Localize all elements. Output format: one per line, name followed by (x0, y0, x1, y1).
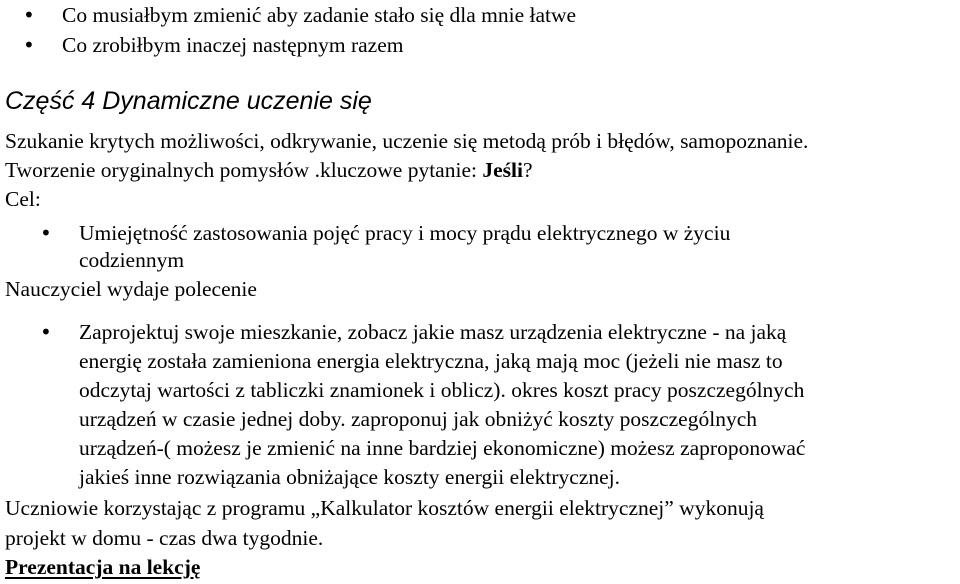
students-line-1: Uczniowie korzystając z programu „Kalkulator kosztów energii elektrycznej” wykonują (5, 496, 764, 520)
bullet-icon: • (23, 33, 35, 57)
top-bullet-2: Co zrobiłbym inaczej następnym razem (62, 33, 404, 57)
task-line-3: odczytaj wartości z tabliczki znamionek i oblicz). okres koszt pracy poszczególnych (79, 378, 805, 402)
task-line-5: urządzeń-( możesz je zmienić na inne bardziej ekonomiczne) możesz zaproponować (79, 436, 806, 460)
bullet-icon: • (23, 3, 35, 27)
goal-label: Cel: (5, 187, 41, 211)
key-question-word: Jeśli (482, 158, 523, 182)
task-line-1: Zaprojektuj swoje mieszkanie, zobacz jakie masz urządzenia elektryczne - na jaką (79, 320, 787, 344)
bullet-icon: • (40, 221, 52, 245)
intro-line-2 (5, 157, 533, 183)
question-mark: ? (522, 158, 533, 182)
task-line-6: jakieś inne rozwiązania obniżające koszty energii elektrycznej. (79, 465, 621, 489)
goal-line-2: codziennym (79, 248, 185, 272)
intro-line-1: Szukanie krytych możliwości, odkrywanie, uczenie się metodą prób i błędów, samopoznanie. (5, 129, 809, 153)
goal-line-1: Umiejętność zastosowania pojęć pracy i mocy prądu elektrycznego w życiu (79, 221, 731, 245)
students-line-2: projekt w domu - czas dwa tygodnie. (5, 526, 324, 550)
intro-line-2-text: Tworzenie oryginalnych pomysłów .kluczowe pytanie: (5, 158, 483, 182)
top-bullet-1: Co musiałbym zmienić aby zadanie stało się dla mnie łatwe (62, 3, 577, 27)
presentation-heading: Prezentacja na lekcję (5, 555, 201, 579)
bullet-icon: • (40, 320, 52, 344)
teacher-label: Nauczyciel wydaje polecenie (5, 277, 257, 301)
section-title: Część 4 Dynamiczne uczenie się (5, 87, 372, 115)
task-line-2: energię została zamieniona energia elektryczna, jaką mają moc (jeżeli nie masz to (79, 349, 783, 373)
task-line-4: urządzeń w czasie jednej doby. zaproponuj jak obniżyć koszty poszczególnych (79, 407, 757, 431)
